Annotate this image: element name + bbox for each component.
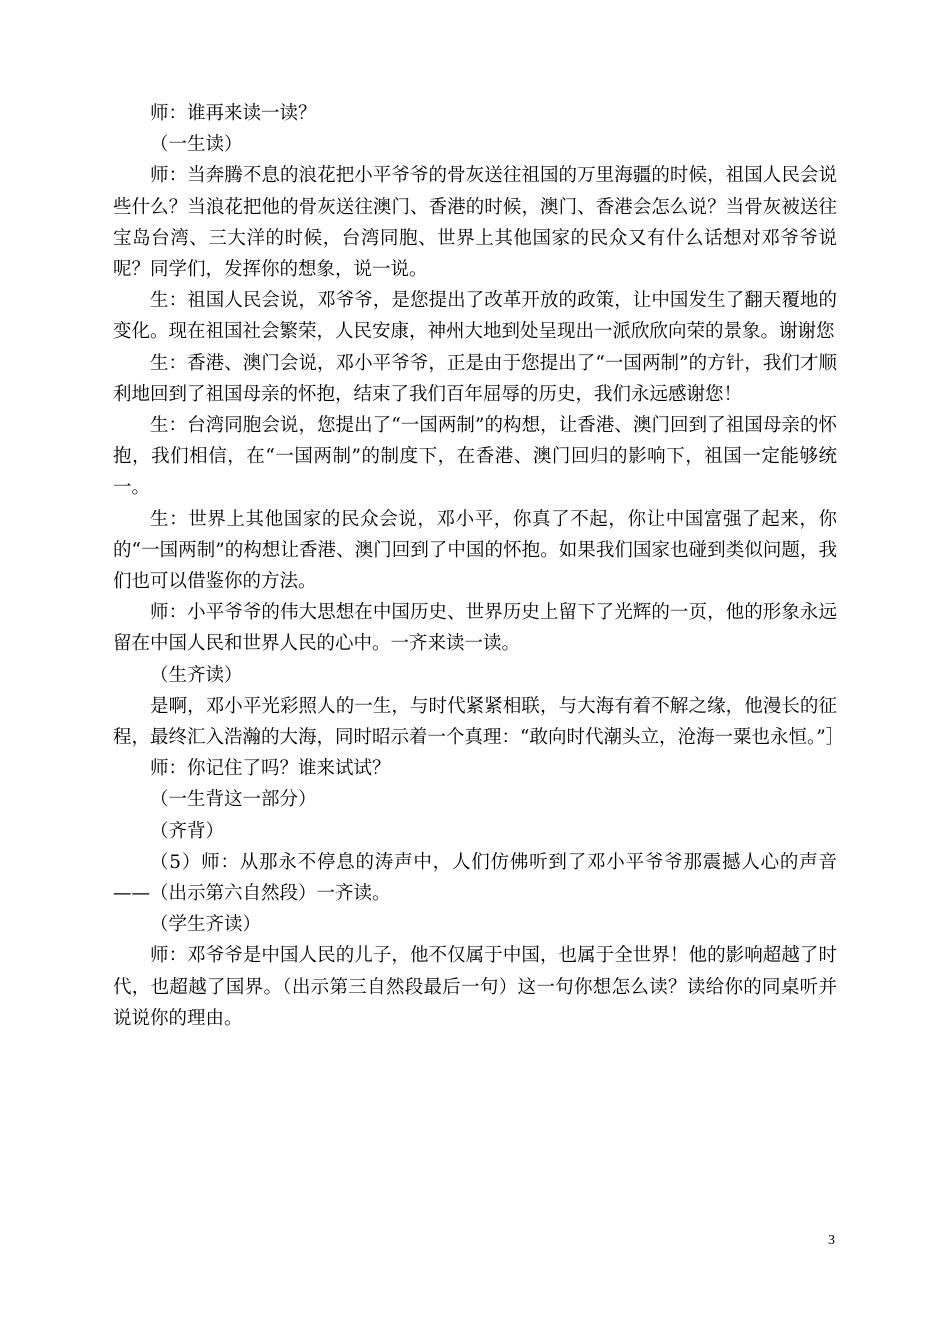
page-number: 3 xyxy=(828,1233,835,1248)
paragraph: （一生背这一部分） xyxy=(150,789,317,811)
paragraph: 师：当奔腾不息的浪花把小平爷爷的骨灰送往祖国的万里海疆的时候，祖国人民会说些什么？当浪花把他的骨灰送往澳门、香港的时候，澳门、香港会怎么说？当骨灰被送往宝岛台湾、三大洋的时候，台湾同胞、世界上其他国家的民众又有什么话想对邓爷爷说呢？同学们，发挥你的想象，说一说。 xyxy=(113,165,837,281)
paragraph: （齐背） xyxy=(150,820,225,842)
paragraph: 生：台湾同胞会说，您提出了“一国两制”的构想，让香港、澳门回到了祖国母亲的怀抱，我们相信，在“一国两制”的制度下，在香港、澳门回归的影响下，祖国一定能够统一。 xyxy=(113,415,837,499)
paragraph: 师：邓爷爷是中国人民的儿子，他不仅属于中国，也属于全世界！他的影响超越了时代，也超越了国界。（出示第三自然段最后一句）这一句你想怎么读？读给你的同桌听并说说你的理由。 xyxy=(113,945,837,1029)
paragraph: 生：香港、澳门会说，邓小平爷爷，正是由于您提出了“一国两制”的方针，我们才顺利地回到了祖国母亲的怀抱，结束了我们百年屈辱的历史，我们永远感谢您！ xyxy=(113,352,837,405)
paragraph: 师：你记住了吗？谁来试试？ xyxy=(150,758,391,780)
paragraph: 生：祖国人民会说，邓爷爷，是您提出了改革开放的政策，让中国发生了翻天覆地的变化。现在祖国社会繁荣，人民安康，神州大地到处呈现出一派欣欣向荣的景象。谢谢您 xyxy=(113,290,837,343)
paragraph: 师：谁再来读一读？ xyxy=(150,103,317,124)
paragraph: 是啊，邓小平光彩照人的一生，与时代紧紧相联，与大海有着不解之缘，他漫长的征程，最终汇入浩瀚的大海，同时昭示着一个真理：“敢向时代潮头立，沧海一粟也永恒。”］ xyxy=(113,695,845,749)
document-body xyxy=(113,98,845,1034)
paragraph: （生齐读） xyxy=(150,664,243,686)
paragraph: （一生读） xyxy=(150,134,243,156)
paragraph: （5）师：从那永不停息的涛声中，人们仿佛听到了邓小平爷爷那震撼人心的声音——（出示第六自然段）一齐读。 xyxy=(113,851,837,905)
paragraph: 生：世界上其他国家的民众会说，邓小平，你真了不起，你让中国富强了起来，你的“一国两制”的构想让香港、澳门回到了中国的怀抱。如果我们国家也碰到类似问题，我们也可以借鉴你的方法。 xyxy=(113,508,837,593)
paragraph: 师：小平爷爷的伟大思想在中国历史、世界历史上留下了光辉的一页，他的形象永远留在中国人民和世界人民的心中。一齐来读一读。 xyxy=(113,602,837,655)
paragraph: （学生齐读） xyxy=(150,914,262,936)
